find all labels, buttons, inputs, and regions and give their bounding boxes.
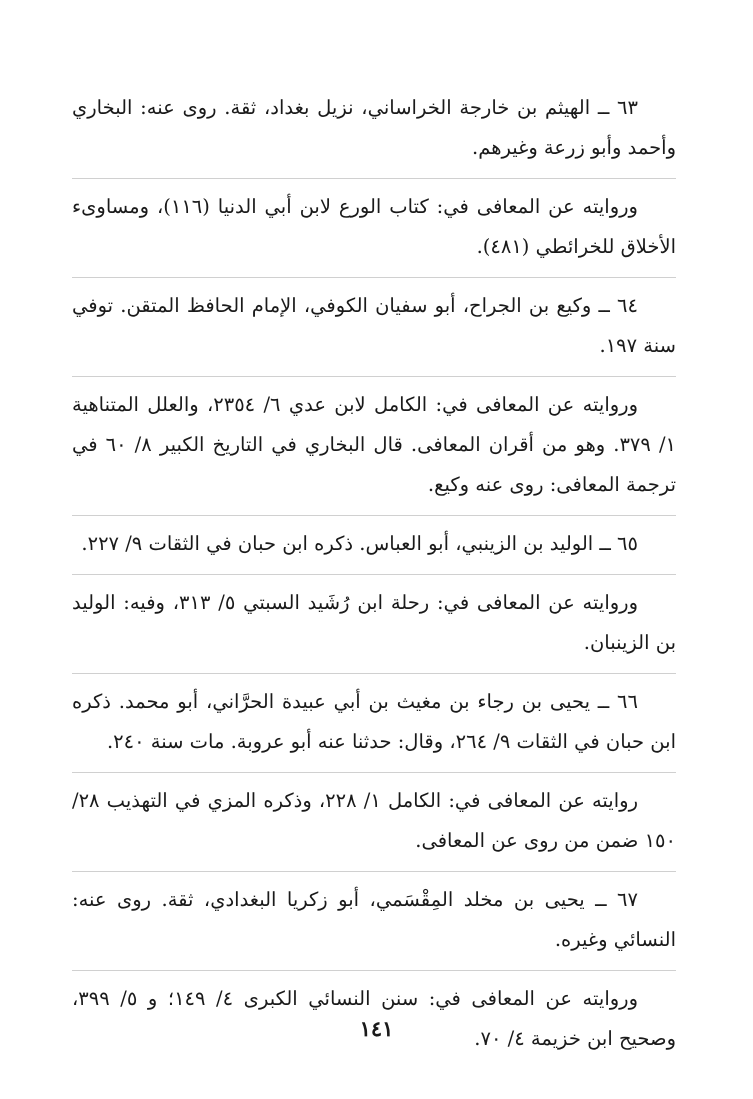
entry-66: ٦٦ ــ يحيى بن رجاء بن مغيث بن أبي عبيدة الحرَّاني، أبو محمد. ذكره ابن حبان في الثقات ٩/ ٢٦٤، وقال: حدثنا عنه أبو عروبة. مات سنة ٢٤٠. (72, 682, 676, 773)
page-body (72, 88, 676, 1077)
entry-64-narration: وروايته عن المعافى في: الكامل لابن عدي ٦/ ٢٣٥٤، والعلل المتناهية ١/ ٣٧٩. وهو من أقران المعافى. قال البخاري في التاريخ الكبير ٨/ ٦٠ في ترجمة المعافى: روى عنه وكيع. (72, 385, 676, 516)
entry-63: ٦٣ ــ الهيثم بن خارجة الخراساني، نزيل بغداد، ثقة. روى عنه: البخاري وأحمد وأبو زرعة وغيرهم. (72, 88, 676, 179)
entry-65: ٦٥ ــ الوليد بن الزينبي، أبو العباس. ذكره ابن حبان في الثقات ٩/ ٢٢٧. (72, 524, 676, 575)
entry-67: ٦٧ ــ يحيى بن مخلد المِقْسَمي، أبو زكريا البغدادي، ثقة. روى عنه: النسائي وغيره. (72, 880, 676, 971)
entry-66-narration: روايته عن المعافى في: الكامل ١/ ٢٢٨، وذكره المزي في التهذيب ٢٨/ ١٥٠ ضمن من روى عن المعافى. (72, 781, 676, 872)
entry-64: ٦٤ ــ وكيع بن الجراح، أبو سفيان الكوفي، الإمام الحافظ المتقن. توفي سنة ١٩٧. (72, 286, 676, 377)
entry-65-narration: وروايته عن المعافى في: رحلة ابن رُشَيد السبتي ٥/ ٣١٣، وفيه: الوليد بن الزينبان. (72, 583, 676, 674)
page-number: ١٤١ (359, 1016, 394, 1041)
entry-67-narration: وروايته عن المعافى في: سنن النسائي الكبرى ٤/ ١٤٩؛ و ٥/ ٣٩٩، وصحيح ابن خزيمة ٤/ ٧٠. (72, 987, 676, 1050)
entry-63-narration: وروايته عن المعافى في: كتاب الورع لابن أبي الدنيا (١١٦)، ومساوىء الأخلاق للخرائطي (٤٨١). (72, 187, 676, 278)
